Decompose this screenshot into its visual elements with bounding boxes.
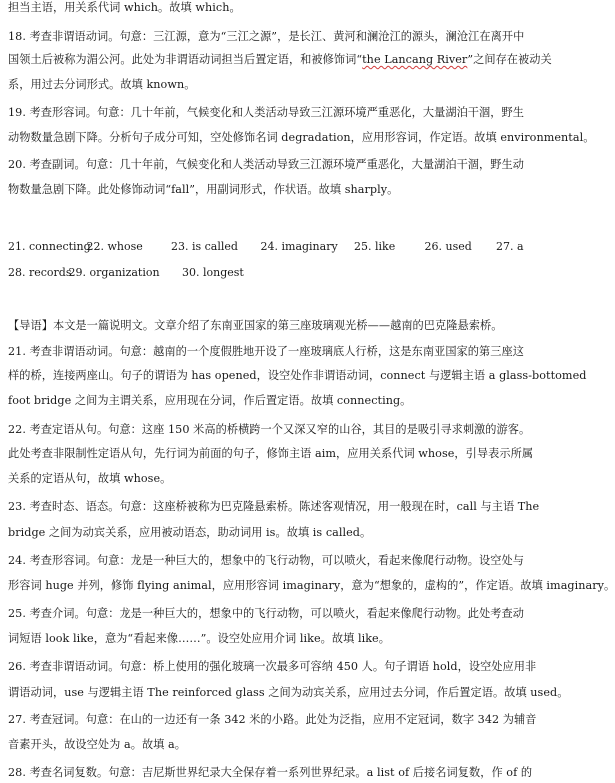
answer-item: 29. organization bbox=[68, 266, 160, 279]
text-line: 27. 考查冠词。句意：在山的一边还有一条 342 米的小路。此处为泛指，应用不定冠词，数字 342 为辅音 bbox=[8, 713, 537, 726]
answer-item: 23. is called bbox=[171, 240, 238, 253]
text-line: 28. 考查名词复数。句意：吉尼斯世界纪录大全保存着一系列世界纪录。a list of 后接名词复数，作 of 的 bbox=[8, 766, 533, 779]
text-line: 此处考查非限制性定语从句，先行词为前面的句子，修饰主语 aim，应用关系代词 whose，引导表示所属 bbox=[8, 447, 534, 460]
answer-item: 21. connecting bbox=[8, 240, 91, 253]
answer-item: 26. used bbox=[424, 240, 472, 253]
text-line: 24. 考查形容词。句意：龙是一种巨大的，想象中的飞行动物，可以喷火，看起来像爬行动物。设空处与 bbox=[8, 554, 525, 567]
answer-item: 25. like bbox=[354, 240, 396, 253]
text-line: 25. 考查介词。句意：龙是一种巨大的，想象中的飞行动物，可以喷火，看起来像爬行动物。此处考查动 bbox=[8, 607, 525, 620]
text-line: 关系的定语从句，故填 whose。 bbox=[8, 472, 172, 485]
text-line: 23. 考查时态、语态。句意：这座桥被称为巴克隆悬索桥。陈述客观情况，用一般现在时，call 与主语 The bbox=[8, 500, 540, 513]
text-line: 【导语】本文是一篇说明文。文章介绍了东南亚国家的第三座玻璃观光桥——越南的巴克隆悬索桥。 bbox=[8, 319, 503, 332]
text-line: 物数量急剧下降。此处修饰动词“fall”，用副词形式，作状语。故填 sharply。 bbox=[8, 183, 399, 196]
underlined-term: the Lancang River bbox=[362, 53, 468, 66]
answer-item: 30. longest bbox=[182, 266, 244, 279]
text-line: 形容词 huge 并列，修饰 flying animal，应用形容词 imaginary，意为“想象的，虚构的”，作定语。故填 imaginary。 bbox=[8, 579, 615, 592]
answer-row bbox=[8, 266, 272, 280]
text-line: 21. 考查非谓语动词。句意：越南的一个度假胜地开设了一座玻璃底人行桥，这是东南亚国家的第三座这 bbox=[8, 345, 525, 358]
text-line: 26. 考查非谓语动词。句意：桥上使用的强化玻璃一次最多可容纳 450 人。句子谓语 hold，设空处应用非 bbox=[8, 660, 537, 673]
text-line: 22. 考查定语从句。句意：这座 150 米高的桥横跨一个又深又窄的山谷，其目的是吸引寻求刺激的游客。 bbox=[8, 423, 531, 436]
text-line: 系，用过去分词形式。故填 known。 bbox=[8, 78, 196, 91]
text-line: 样的桥，连接两座山。句子的谓语为 has opened，设空处作非谓语动词，connect 与逻辑主语 a glass-bottomed bbox=[8, 369, 587, 382]
text-line: 谓语动词，use 与逻辑主语 The reinforced glass 之间为动宾关系，应用过去分词，作后置定语。故填 used。 bbox=[8, 686, 569, 699]
text-line: 19. 考查形容词。句意：几十年前，气候变化和人类活动导致三江源环境严重恶化，大量湖泊干涸，野生 bbox=[8, 106, 525, 119]
text-line: 18. 考查非谓语动词。句意：三江源，意为“三江之源”，是长江、黄河和澜沧江的源头，澜沧江在离开中 bbox=[8, 30, 525, 43]
text-line: 音素开头，故设空处为 a。故填 a。 bbox=[8, 738, 186, 751]
text-line: bridge 之间为动宾关系，应用被动语态，助动词用 is。故填 is called。 bbox=[8, 526, 372, 539]
text-line: 国领土后被称为湄公河。此处为非谓语动词担当后置定语，和被修饰词“the Lancang River”之间存在被动关 bbox=[8, 53, 552, 66]
answer-item: 27. a bbox=[496, 240, 524, 253]
text-line: foot bridge 之间为主谓关系，应用现在分词，作后置定语。故填 connecting。 bbox=[8, 394, 412, 407]
answer-item: 24. imaginary bbox=[260, 240, 338, 253]
text-line: 动物数量急剧下降。分析句子成分可知，空处修饰名词 degradation，应用形容词，作定语。故填 environmental。 bbox=[8, 131, 595, 144]
answer-row bbox=[8, 240, 536, 254]
answer-item: 28. records bbox=[8, 266, 72, 279]
text-line: 担当主语，用关系代词 which。故填 which。 bbox=[8, 1, 241, 14]
text-line: 词短语 look like，意为“看起来像……”。设空处应用介词 like。故填 like。 bbox=[8, 632, 390, 645]
text-line: 20. 考查副词。句意：几十年前，气候变化和人类活动导致三江源环境严重恶化，大量湖泊干涸，野生动 bbox=[8, 158, 525, 171]
answer-item: 22. whose bbox=[86, 240, 143, 253]
